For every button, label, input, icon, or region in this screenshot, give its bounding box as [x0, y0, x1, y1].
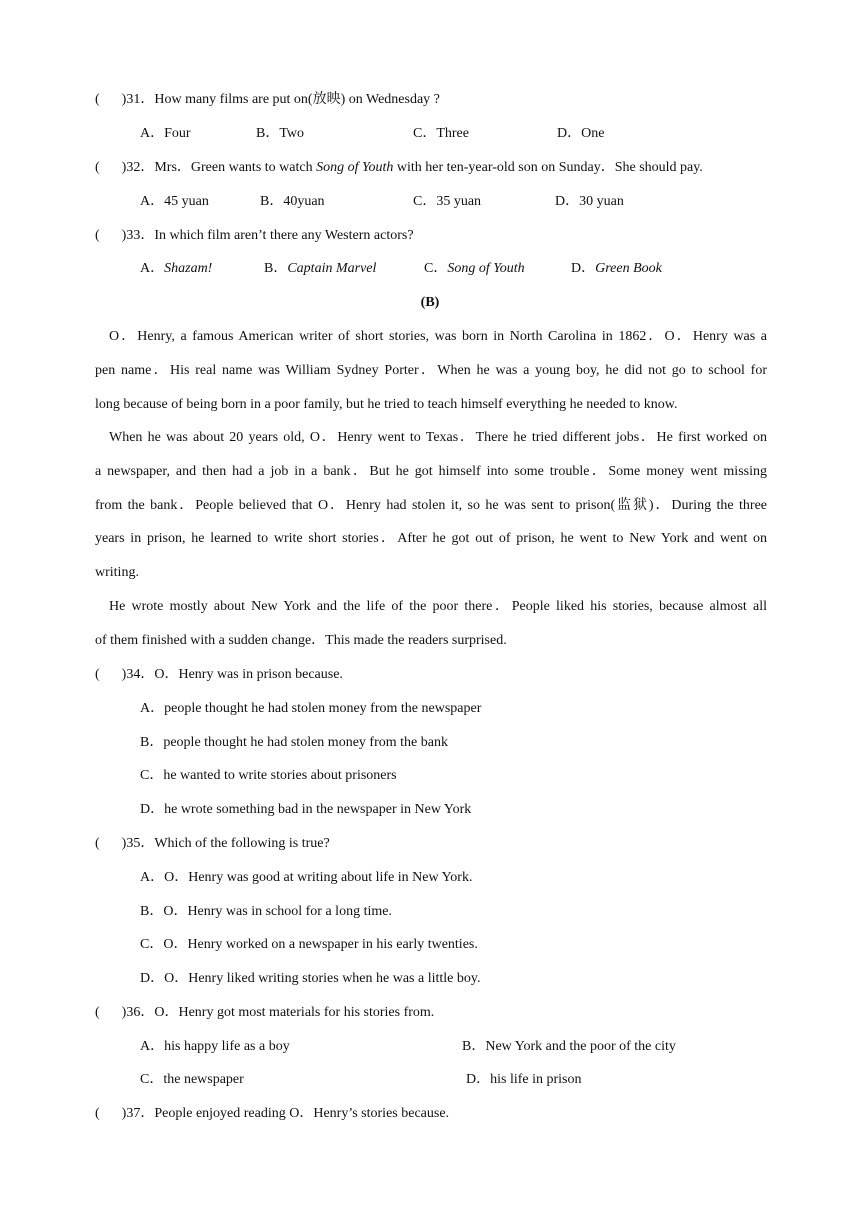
option-d[interactable]: D．he wrote something bad in the newspaper in New York [140, 802, 472, 817]
question-text: 36．O．Henry got most materials for his stories from. [126, 1005, 435, 1020]
option-a[interactable] [140, 260, 212, 278]
answer-paren-open: ( [95, 1106, 100, 1121]
option-b[interactable]: B．O．Henry was in school for a long time. [140, 904, 392, 919]
answer-paren-open: ( [95, 1005, 100, 1020]
option-c[interactable]: C．the newspaper [140, 1072, 244, 1087]
option-a[interactable]: A．Four [140, 126, 191, 141]
option-a[interactable]: A．people thought he had stolen money from the newspaper [140, 701, 482, 716]
film-title: Captain Marvel [287, 261, 377, 276]
question-text: 32．Mrs．Green wants to watch [126, 160, 317, 175]
option-b[interactable]: B．New York and the poor of the city [462, 1039, 676, 1054]
question-36 [95, 1004, 434, 1022]
passage-line: of them finished with a sudden change．This made the readers surprised. [95, 632, 507, 648]
option-letter: D． [571, 261, 596, 276]
option-d[interactable]: D．O．Henry liked writing stories when he was a little boy. [140, 971, 481, 986]
passage-paragraph-3 [95, 598, 767, 666]
answer-paren-close: ) [121, 228, 127, 243]
passage-line: writing. [95, 565, 139, 581]
option-b[interactable]: B．40yuan [260, 194, 325, 209]
film-title: Song of Youth [316, 160, 394, 175]
option-b[interactable] [264, 260, 376, 278]
film-title: Shazam! [164, 261, 213, 276]
option-a[interactable]: A．45 yuan [140, 194, 209, 209]
passage-paragraph-1 [95, 328, 767, 429]
option-a[interactable]: A．O．Henry was good at writing about life in New York. [140, 870, 473, 885]
answer-paren-close: ) [121, 836, 127, 851]
option-a[interactable]: A．his happy life as a boy [140, 1039, 290, 1054]
option-letter: B． [264, 261, 288, 276]
passage-paragraph-2 [95, 429, 767, 598]
answer-paren-open: ( [95, 836, 100, 851]
question-text: 33．In which film aren’t there any Western actors? [126, 228, 414, 243]
option-c[interactable]: C．O．Henry worked on a newspaper in his early twenties. [140, 937, 478, 952]
question-text: 31．How many films are put on(放映) on Wednesday ? [126, 92, 440, 107]
question-35 [95, 835, 330, 853]
passage-line: from the bank．People believed that O．Henry had stolen it, so he was sent to prison(监狱)．During the three [95, 497, 767, 513]
question-33 [95, 227, 414, 245]
answer-paren-open: ( [95, 92, 100, 107]
option-c[interactable]: C．Three [413, 126, 469, 141]
option-c[interactable]: C．35 yuan [413, 194, 482, 209]
question-37 [95, 1105, 449, 1123]
answer-paren-open: ( [95, 160, 100, 175]
answer-paren-close: ) [121, 92, 127, 107]
question-34 [95, 666, 343, 684]
option-d[interactable]: D．30 yuan [555, 194, 624, 209]
answer-paren-close: ) [121, 160, 127, 175]
passage-line: years in prison, he learned to write short stories．After he got out of prison, he went to New York and went on [95, 531, 767, 547]
passage-line: O．Henry, a famous American writer of short stories, was born in North Carolina in 1862．O．Henry was a [109, 329, 767, 344]
passage-line: He wrote mostly about New York and the life of the poor there．People liked his stories, because almost all [109, 599, 767, 614]
film-title: Green Book [595, 261, 662, 276]
option-d[interactable] [571, 260, 662, 278]
question-text: with her ten-year-old son on Sunday．She should pay. [393, 160, 703, 175]
option-c[interactable] [424, 260, 525, 278]
option-b[interactable]: B．people thought he had stolen money from the bank [140, 735, 448, 750]
option-d[interactable]: D．One [557, 126, 605, 141]
question-text: 34．O．Henry was in prison because. [126, 667, 343, 682]
question-32 [95, 159, 703, 177]
answer-paren-open: ( [95, 667, 100, 682]
answer-paren-close: ) [121, 667, 127, 682]
passage-line: long because of being born in a poor family, but he tried to teach himself everything he needed to know. [95, 396, 678, 412]
passage-line: pen name．His real name was William Sydney Porter．When he was a young boy, he did not go to school for [95, 362, 767, 378]
film-title: Song of Youth [447, 261, 525, 276]
answer-paren-open: ( [95, 228, 100, 243]
answer-paren-close: ) [121, 1005, 127, 1020]
option-c[interactable]: C．he wanted to write stories about prisoners [140, 768, 397, 783]
passage-line: When he was about 20 years old, O．Henry went to Texas．There he tried different jobs．He first worked on [109, 430, 767, 445]
question-31 [95, 91, 440, 109]
option-letter: C． [424, 261, 448, 276]
question-text: 37．People enjoyed reading O．Henry’s stories because. [126, 1106, 450, 1121]
answer-paren-close: ) [121, 1106, 127, 1121]
passage-line: a newspaper, and then had a job in a bank．But he got himself into some trouble．Some money went missing [95, 463, 767, 479]
option-b[interactable]: B．Two [256, 126, 305, 141]
section-heading: (B) [420, 295, 440, 310]
option-d[interactable]: D．his life in prison [466, 1072, 582, 1087]
question-text: 35．Which of the following is true? [126, 836, 330, 851]
option-letter: A． [140, 261, 165, 276]
